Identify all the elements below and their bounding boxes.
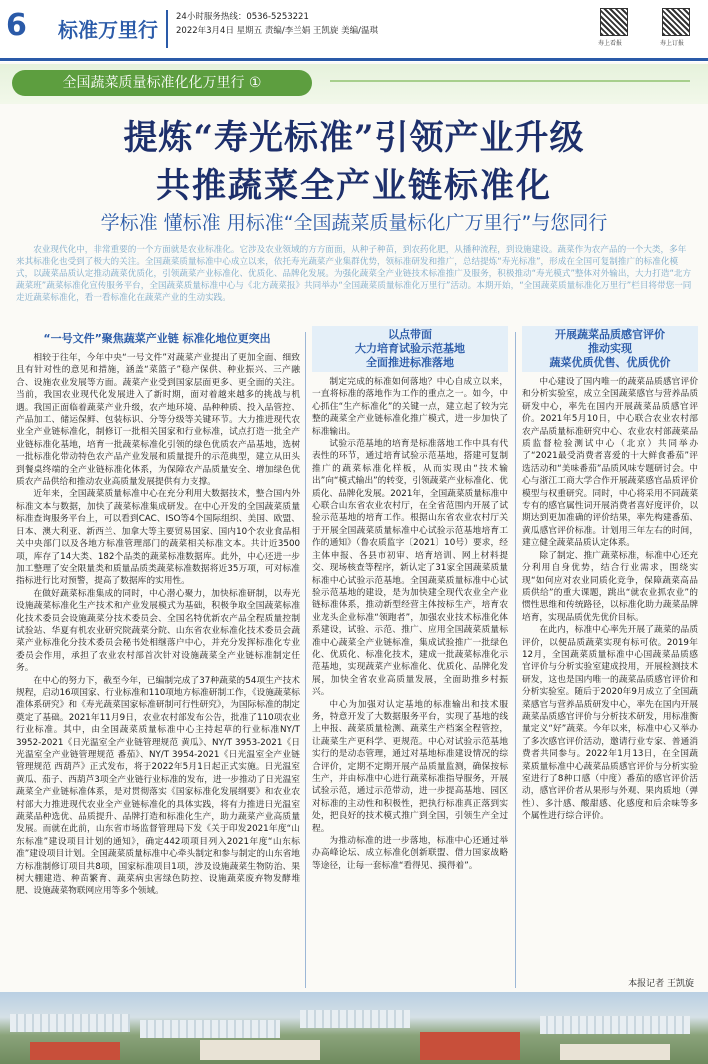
- qr-label-read: 寿上看报: [598, 40, 623, 47]
- header-divider: [166, 10, 168, 48]
- column-banner-title: 全国蔬菜质量标准化化万里行 ①: [12, 70, 312, 96]
- qr-code-icon[interactable]: [600, 8, 628, 36]
- headline-line1: 提炼“寿光标准”引领产业升级: [123, 118, 585, 158]
- greenhouse-shape: [540, 1016, 690, 1034]
- greenhouse-shape: [10, 1014, 130, 1032]
- col2-heading-line2: 大力培育试验示范基地: [355, 342, 465, 355]
- col2-body: [312, 376, 508, 988]
- col1-paragraph: 在中心的努力下，截至今年，已编制完成了37种蔬菜的54项生产技术规程，启动16项国家、行业标准和110项地方标准研制工作，《设施蔬菜标准体系研究》和《寿光蔬菜国家标准研制可行性研究》，为国际标准的制定奠定了基础。2021年11月9日，农业农村部发布公告，批准了110项农业行业标准。其中，由全国蔬菜质量标准中心主持起草的行业标准NY/T 3952-2021《日光温室全产业链管理规范 黄瓜》、NY/T 3953-2021《日光温室全产业链管理规范 番茄》、NY/T 3954-2021《日光温室全产业链管理规范 西葫芦》正式发布，将于2022年5月1日起正式实施。日光温室黄瓜、茄子、西葫芦3项全产业链行业标准的发布，进一步推动了日光温室蔬菜全产业链标准体系，是对贯彻落实《国家标准化发展纲要》和农业农村部大力推进现代农业全产业链标准化的具体实践，将有力推进日光温室蔬菜品种选优、品质提升、品牌打造和标准化生产，助力蔬菜产业高质量发展。而就在此前，山东省市场监督管理局下发《关于印发2021年度“山东标准”建设项目计划的通知》，确定442项项目列入2021年度“山东标准”建设项目计划。全国蔬菜质量标准中心牵头制定和参与制定的山东省地方标准制修订项目共8项，国家标准项目1项，涉及设施蔬菜生物防治、果树大棚建造、种苗繁育、蔬菜病虫害绿色防控、设施蔬菜废弃物发酵堆肥、设施蔬菜物联网应用等多个领域。: [16, 675, 300, 897]
- building-shape: [30, 1042, 120, 1060]
- col2-paragraph: 制定完成的标准如何落地？中心自成立以来，一直将标准的落地作为工作的重点之一。如今，中心抓住“生产标准化”的关键一点，建立起了较为完整的蔬菜全产业链标准化推广模式，进一步加快了标准输出。: [312, 377, 508, 437]
- col3-paragraph: 中心建设了国内唯一的蔬菜品质感官评价和分析实验室，成立全国蔬菜感官与营养品质研发中心，率先在国内开展蔬菜品质感官评价。2021年5月10日，中心联合农业农村部农产品质量标准研究中心、农业农村部蔬菜品质监督检验测试中心（北京）共同举办了“2021最受消费者喜爱的十大鲜食番茄”评选活动和“美味番茄”品质风味专题研讨会。中心与浙江工商大学合作开展蔬菜感官品质评价模型与权重研究。同时，中心将采用不同蔬菜专有的感官属性词开展消费者喜好度评价，以期达到更加准确的评价结果，率先构建番茄、黄瓜感官评价标准。计划用三年左右的时间，建立健全蔬菜品质认定体系。: [522, 377, 698, 549]
- aerial-photo: [0, 992, 708, 1064]
- greenhouse-shape: [140, 1020, 280, 1038]
- date-editors-text: 2022年3月4日 星期五 责编/李兰娟 王凯旋 美编/温琪: [176, 26, 378, 36]
- col2-heading-line3: 全面推进标准落地: [366, 356, 454, 369]
- col3-body: [522, 376, 698, 974]
- building-shape: [420, 1032, 520, 1060]
- headline-line2: 共推蔬菜全产业链标准化: [156, 166, 552, 206]
- column-divider: [515, 332, 516, 988]
- page-number: 6: [6, 8, 27, 43]
- col2-heading: [312, 326, 508, 372]
- building-shape: [560, 1044, 670, 1060]
- qr-label-subscribe: 寿上订报: [660, 40, 685, 47]
- hotline-text: 24小时服务热线：0536-5253221: [176, 12, 309, 22]
- qr-code-icon[interactable]: [662, 8, 690, 36]
- col3-heading-line2: 推动实现: [588, 342, 632, 355]
- col1-paragraph: 相较于往年，今年中央“一号文件”对蔬菜产业提出了更加全面、细致且有针对性的意见和措施，涵盖“菜篮子”稳产保供、种业振兴、三产融合、设施农业发展等方面。蔬菜产业受到国家层面更多、更全面的关注。当前，我国农业现代化发展进入了新时期，面对着越来越多的挑战与机遇。我国正面临着蔬菜产业升级，农产地环境、品种种质、投入品管控、产品加工、储运保鲜、包装标识、分等分级等关键环节。大力推进现代农业全产业链标准化，制修订一批相关国家和行业标准，试点打造一批全产业链标准化基地，培育一批蔬菜标准化引领的绿色优质农产品基地，选树一批标准化带动特色农产品产业发展和质量提升的示范典型，建立从田头到餐桌终端的全产业链标准化体系，为保障农产品质量安全、增加绿色优质农产品供给和推动农业高质量发展提供有力支撑。: [16, 353, 300, 488]
- col1-heading: “一号文件”聚焦蔬菜产业链 标准化地位更突出: [43, 332, 271, 345]
- banner-decor-line: [330, 80, 690, 82]
- col3-heading: [522, 326, 698, 372]
- section-title: 标准万里行: [58, 18, 158, 42]
- col3-heading-line1: 开展蔬菜品质感官评价: [555, 328, 665, 341]
- intro-paragraph: 农业现代化中，非常重要的一个方面就是农业标准化。它涉及农业领域的方方面面，从种子种苗，到农药化肥，从播种流程，到设施建设。蔬菜作为农产品的一个大类，多年来其标准化也受到了极大的关注。全国蔬菜质量标准中心成立以来，依托寿光蔬菜产业集群优势，领标准研发和推广，总结提炼“寿光标准”，形成在全国可复制推广的标准化模式，以蔬菜品质认定推动蔬菜优质化，引领蔬菜产业标准化、优质化、品牌化发展。为强化蔬菜全产业链技术标准推广及服务，积极推动“寿光模式”整体对外输出，大力打造“北方蔬菜班”蔬菜标准化宣传服务平台，全国蔬菜质量标准中心与《北方蔬菜报》共同举办“全国蔬菜质量标准化万里行”活动。本期开始，“全国蔬菜质量标准化万里行”栏目将带您一同走近蔬菜标准化，看一看标准化在蔬菜产业的生动实践。: [16, 245, 692, 303]
- col1-paragraph: 近年来，全国蔬菜质量标准中心在充分利用大数据技术，整合国内外标准文本与数据，加快了蔬菜标准集成研发。在中心开发的全国蔬菜质量标准查询服务平台上，可以看到CAC、ISO等4个国际组织、美国、欧盟、日本、澳大利亚、新西兰、加拿大等主要贸易国家、国内10个农业食品相关中央部门以及各地方标准管理部门的蔬菜相关标准文本。共计近3500项，库存了14大类、182个品类的蔬菜标准数据库。此外，中心还进一步加工整理了安全限量类和质量品质类蔬菜标准数据将近35万项，可对标准指标进行比对预警，提高了数据库的实用性。: [16, 489, 300, 587]
- column-divider: [305, 332, 306, 988]
- col3-heading-line3: 蔬菜优质优售、优质优价: [549, 356, 671, 369]
- col2-paragraph: 中心为加强对认定基地的标准输出和技术服务，特意开发了大数据服务平台，实现了基地的线上申报、蔬菜质量检测、蔬菜生产档案全程管控，让蔬菜生产更科学、更规范。中心对试验示范基地实行的是动态管理，通过对基地标准建设情况的综合评价，定期不定期开展产品质量监测，确保按标生产，并由标准中心进行蔬菜标准指导服务，开展试验示范，通过示范带动，进一步提高基地、园区对标准的主动性和积极性，把执行标准真正落到实处，把良好的技术模式推广到全国，引领生产全过程。: [312, 699, 508, 834]
- greenhouse-shape: [300, 1010, 410, 1028]
- header-rule: [0, 58, 708, 61]
- col1-body: [16, 352, 300, 988]
- subheadline: 学标准 懂标准 用标准“全国蔬菜质量标化广万里行”与您同行: [100, 212, 608, 234]
- col3-paragraph: 除了制定、推广蔬菜标准，标准中心还充分利用自身优势，结合行业需求，围绕实现“如何应对农业同质化竞争，保障蔬菜高品质供给”的重大课题，跳出“就农业抓农业”的惯性思维和传统路径，以标准化助力蔬菜品牌培育，实现品质优先优价目标。: [522, 550, 698, 623]
- building-shape: [200, 1040, 320, 1060]
- col2-heading-line1: 以点带面: [388, 328, 432, 341]
- col2-paragraph: 试验示范基地的培育是标准落地工作中具有代表性的环节，通过培育试验示范基地，搭建可复制推广的蔬菜标准化样板，从而实现由“技术输出”向“模式输出”的转变，引领蔬菜产业标准化、优质化、品牌化发展。2021年，全国蔬菜质量标准中心联合山东省农业农村厅，在全省范围内开展了试验示范基地的培育工作。根据山东省农业农村厅关于开展全国蔬菜质量标准中心试验示范基地培育工作的通知》（鲁农质监字〔2021〕10号）要求，经主体申报、各县市初审、培育培训、网上材料提交、现场核查等程序，新认定了31家全国蔬菜质量标准中心试验示范基地。全国蔬菜质量标准中心试验示范基地的建设，是为加快建全现代农业全产业链标准体系，推动新型经营主体按标生产，培育农业龙头企业标准“领跑者”，加强农业技术标准化体系建设，试验、示范、推广、应用全国蔬菜质量标准中心蔬菜全产业链标准，集成试验推广一批绿色化、优质化、标准化技术，建成一批蔬菜标准化示范基地，实现蔬菜产业标准化、优质化、品牌化发展，加快全省农业高质量发展，全面助推乡村振兴。: [312, 439, 508, 698]
- col3-paragraph: 在此内，标准中心率先开展了蔬菜的品质评价，以便品质蔬菜实现有标可依。2019年12月，全国蔬菜质量标准中心国蔬菜品质感官评价与分析实验室建成投用，开展检测技术研发，这也是国内唯一的蔬菜品质感官评价和分析实验室。随后于2020年9月成立了全国蔬菜感官与营养品质研发中心，率先在国内开展蔬菜品质感官评价与分析技术研发，用标准衡量定义“好”蔬菜。今年以来，标准中心又举办了多次感官评价活动，邀请行业专家、普通消费者共同参与。2022年1月13日，在全国蔬菜质量标准中心蔬菜品质感官评价与分析实验室进行了8种口感（中度）番茄的感官评价活动，感官评价者从果形与外观、果肉质地（弹性）、多汁感、酸甜感、化感度和后余味等多个属性进行综合评价。: [522, 625, 698, 822]
- byline: 本报记者 王凯旋: [628, 979, 694, 989]
- col1-paragraph: 在做好蔬菜标准集成的同时，中心潜心聚力，加快标准研制，以寿光设施蔬菜标准化生产技术和产业发展模式为基础，积极争取全国蔬菜标准化技术委员会设施蔬菜分技术委员会、全国名特优新农产品全程质量控制试验站、华夏有机农业研究院蔬菜分院、山东省农业标准化技术委员会蔬菜产业标准化分技术委员会秘书处相继落户中心，并充分发挥标准化专业委员会作用，承担了农业农村部首次针对设施蔬菜全产业链标准制定任务。: [16, 588, 300, 674]
- col2-paragraph: 为推动标准的进一步落地，标准中心还通过举办高峰论坛、成立标准化创新联盟、借力国家战略等途径，让每一套标准“看得见、摸得着”。: [312, 836, 508, 871]
